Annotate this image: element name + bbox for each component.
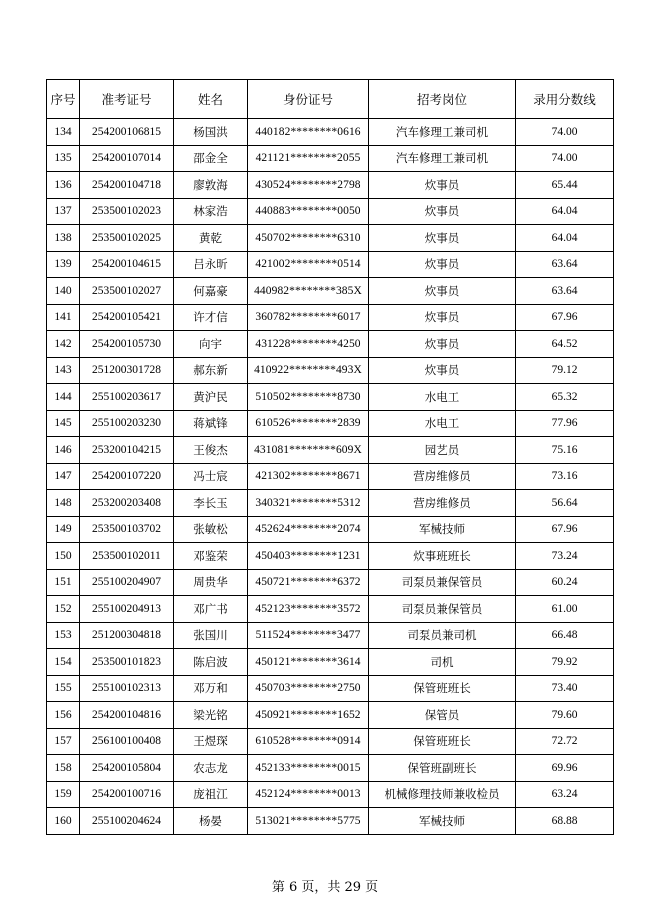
name-cell: 周贵华 <box>174 569 248 596</box>
serial-cell: 143 <box>47 357 80 384</box>
page-footer: 第 6 页，共 29 页 <box>271 880 379 895</box>
id-number-cell: 452123********3572 <box>248 596 369 623</box>
table-row <box>47 225 614 252</box>
table-row <box>47 437 614 464</box>
id-number-cell: 410922********493X <box>248 357 369 384</box>
name-cell: 蒋斌锋 <box>174 410 248 437</box>
serial-cell: 159 <box>47 781 80 808</box>
name-cell: 黄沪民 <box>174 384 248 411</box>
score-cell: 65.44 <box>516 172 614 199</box>
table-row <box>47 410 614 437</box>
serial-cell: 153 <box>47 622 80 649</box>
score-cell: 73.16 <box>516 463 614 490</box>
exam-number-cell: 253500101823 <box>80 649 174 676</box>
name-cell: 杨晏 <box>174 808 248 835</box>
name-cell: 邓鉴荣 <box>174 543 248 570</box>
table-row <box>47 331 614 358</box>
id-number-cell: 440182********0616 <box>248 119 369 146</box>
position-cell: 炊事员 <box>369 225 516 252</box>
table-row <box>47 596 614 623</box>
name-cell: 杨国洪 <box>174 119 248 146</box>
serial-cell: 144 <box>47 384 80 411</box>
table-body <box>47 119 614 835</box>
serial-cell: 138 <box>47 225 80 252</box>
exam-number-cell: 255100204913 <box>80 596 174 623</box>
position-cell: 炊事员 <box>369 278 516 305</box>
position-cell: 炊事班班长 <box>369 543 516 570</box>
score-cell: 64.04 <box>516 225 614 252</box>
exam-number-cell: 253200104215 <box>80 437 174 464</box>
name-cell: 张敏松 <box>174 516 248 543</box>
id-number-cell: 450702********6310 <box>248 225 369 252</box>
header-score-line: 录用分数线 <box>516 80 614 119</box>
serial-cell: 139 <box>47 251 80 278</box>
id-number-cell: 450921********1652 <box>248 702 369 729</box>
serial-cell: 154 <box>47 649 80 676</box>
table-row <box>47 702 614 729</box>
position-cell: 保管班副班长 <box>369 755 516 782</box>
serial-cell: 136 <box>47 172 80 199</box>
id-number-cell: 450403********1231 <box>248 543 369 570</box>
table-row <box>47 119 614 146</box>
serial-cell: 148 <box>47 490 80 517</box>
name-cell: 廖敦海 <box>174 172 248 199</box>
name-cell: 冯士宸 <box>174 463 248 490</box>
name-cell: 邓广书 <box>174 596 248 623</box>
exam-number-cell: 256100100408 <box>80 728 174 755</box>
name-cell: 邵金全 <box>174 145 248 172</box>
exam-number-cell: 253200203408 <box>80 490 174 517</box>
exam-number-cell: 255100204624 <box>80 808 174 835</box>
id-number-cell: 511524********3477 <box>248 622 369 649</box>
exam-number-cell: 254200105421 <box>80 304 174 331</box>
name-cell: 何嘉豪 <box>174 278 248 305</box>
position-cell: 司泵员兼保管员 <box>369 596 516 623</box>
header-exam-number: 准考证号 <box>80 80 174 119</box>
exam-number-cell: 254200106815 <box>80 119 174 146</box>
serial-cell: 151 <box>47 569 80 596</box>
name-cell: 张国川 <box>174 622 248 649</box>
exam-number-cell: 253500102027 <box>80 278 174 305</box>
position-cell: 汽车修理工兼司机 <box>369 119 516 146</box>
exam-number-cell: 255100102313 <box>80 675 174 702</box>
table-row <box>47 198 614 225</box>
position-cell: 炊事员 <box>369 172 516 199</box>
serial-cell: 150 <box>47 543 80 570</box>
score-cell: 67.96 <box>516 516 614 543</box>
id-number-cell: 421002********0514 <box>248 251 369 278</box>
score-cell: 79.92 <box>516 649 614 676</box>
name-cell: 邓万和 <box>174 675 248 702</box>
table-row <box>47 145 614 172</box>
score-cell: 73.24 <box>516 543 614 570</box>
id-number-cell: 450703********2750 <box>248 675 369 702</box>
exam-number-cell: 255100204907 <box>80 569 174 596</box>
table-row <box>47 808 614 835</box>
score-cell: 79.12 <box>516 357 614 384</box>
score-cell: 60.24 <box>516 569 614 596</box>
id-number-cell: 340321********5312 <box>248 490 369 517</box>
name-cell: 郝东新 <box>174 357 248 384</box>
id-number-cell: 513021********5775 <box>248 808 369 835</box>
score-cell: 56.64 <box>516 490 614 517</box>
id-number-cell: 450121********3614 <box>248 649 369 676</box>
score-cell: 63.24 <box>516 781 614 808</box>
table-row <box>47 622 614 649</box>
position-cell: 汽车修理工兼司机 <box>369 145 516 172</box>
score-cell: 63.64 <box>516 278 614 305</box>
exam-number-cell: 253500102023 <box>80 198 174 225</box>
score-cell: 72.72 <box>516 728 614 755</box>
table-row <box>47 516 614 543</box>
name-cell: 庞祖江 <box>174 781 248 808</box>
score-cell: 69.96 <box>516 755 614 782</box>
serial-cell: 155 <box>47 675 80 702</box>
exam-number-cell: 253500102011 <box>80 543 174 570</box>
name-cell: 王煜琛 <box>174 728 248 755</box>
id-number-cell: 452624********2074 <box>248 516 369 543</box>
id-number-cell: 431228********4250 <box>248 331 369 358</box>
table-row <box>47 357 614 384</box>
exam-number-cell: 254200105730 <box>80 331 174 358</box>
score-cell: 65.32 <box>516 384 614 411</box>
serial-cell: 141 <box>47 304 80 331</box>
name-cell: 向宇 <box>174 331 248 358</box>
exam-number-cell: 254200104615 <box>80 251 174 278</box>
position-cell: 炊事员 <box>369 198 516 225</box>
position-cell: 军械技师 <box>369 516 516 543</box>
position-cell: 保管班班长 <box>369 728 516 755</box>
score-cell: 75.16 <box>516 437 614 464</box>
position-cell: 炊事员 <box>369 357 516 384</box>
id-number-cell: 431081********609X <box>248 437 369 464</box>
name-cell: 林家浩 <box>174 198 248 225</box>
id-number-cell: 421121********2055 <box>248 145 369 172</box>
position-cell: 炊事员 <box>369 331 516 358</box>
table-row <box>47 543 614 570</box>
exam-number-cell: 254200105804 <box>80 755 174 782</box>
name-cell: 吕永昕 <box>174 251 248 278</box>
name-cell: 农志龙 <box>174 755 248 782</box>
position-cell: 军械技师 <box>369 808 516 835</box>
position-cell: 机械修理技师兼收检员 <box>369 781 516 808</box>
serial-cell: 149 <box>47 516 80 543</box>
name-cell: 陈启波 <box>174 649 248 676</box>
score-cell: 64.52 <box>516 331 614 358</box>
position-cell: 司泵员兼保管员 <box>369 569 516 596</box>
table-row <box>47 384 614 411</box>
id-number-cell: 430524********2798 <box>248 172 369 199</box>
serial-cell: 137 <box>47 198 80 225</box>
exam-number-cell: 254200107220 <box>80 463 174 490</box>
id-number-cell: 440982********385X <box>248 278 369 305</box>
id-number-cell: 360782********6017 <box>248 304 369 331</box>
position-cell: 炊事员 <box>369 304 516 331</box>
serial-cell: 147 <box>47 463 80 490</box>
table-row <box>47 304 614 331</box>
table-row <box>47 172 614 199</box>
table-row <box>47 490 614 517</box>
serial-cell: 142 <box>47 331 80 358</box>
table-row <box>47 728 614 755</box>
serial-cell: 146 <box>47 437 80 464</box>
exam-number-cell: 254200104816 <box>80 702 174 729</box>
id-number-cell: 421302********8671 <box>248 463 369 490</box>
serial-cell: 157 <box>47 728 80 755</box>
score-cell: 74.00 <box>516 119 614 146</box>
score-cell: 77.96 <box>516 410 614 437</box>
header-row <box>47 80 614 119</box>
serial-cell: 156 <box>47 702 80 729</box>
table-row <box>47 569 614 596</box>
score-cell: 73.40 <box>516 675 614 702</box>
id-number-cell: 610526********2839 <box>248 410 369 437</box>
roster-table <box>46 79 614 835</box>
header-id-number: 身份证号 <box>248 80 369 119</box>
serial-cell: 158 <box>47 755 80 782</box>
table-row <box>47 278 614 305</box>
name-cell: 王俊杰 <box>174 437 248 464</box>
position-cell: 营房维修员 <box>369 463 516 490</box>
name-cell: 李长玉 <box>174 490 248 517</box>
exam-number-cell: 254200100716 <box>80 781 174 808</box>
table-row <box>47 649 614 676</box>
position-cell: 司泵员兼司机 <box>369 622 516 649</box>
position-cell: 炊事员 <box>369 251 516 278</box>
id-number-cell: 450721********6372 <box>248 569 369 596</box>
score-cell: 79.60 <box>516 702 614 729</box>
header-position: 招考岗位 <box>369 80 516 119</box>
id-number-cell: 510502********8730 <box>248 384 369 411</box>
table-row <box>47 675 614 702</box>
table-row <box>47 755 614 782</box>
position-cell: 园艺员 <box>369 437 516 464</box>
table-header <box>47 80 614 119</box>
name-cell: 许才信 <box>174 304 248 331</box>
score-cell: 68.88 <box>516 808 614 835</box>
id-number-cell: 452124********0013 <box>248 781 369 808</box>
exam-number-cell: 254200104718 <box>80 172 174 199</box>
exam-number-cell: 254200107014 <box>80 145 174 172</box>
header-serial: 序号 <box>47 80 80 119</box>
serial-cell: 145 <box>47 410 80 437</box>
name-cell: 梁光铭 <box>174 702 248 729</box>
name-cell: 黄乾 <box>174 225 248 252</box>
exam-number-cell: 253500103702 <box>80 516 174 543</box>
id-number-cell: 610528********0914 <box>248 728 369 755</box>
score-cell: 66.48 <box>516 622 614 649</box>
exam-number-cell: 251200304818 <box>80 622 174 649</box>
id-number-cell: 452133********0015 <box>248 755 369 782</box>
position-cell: 水电工 <box>369 410 516 437</box>
id-number-cell: 440883********0050 <box>248 198 369 225</box>
exam-number-cell: 255100203230 <box>80 410 174 437</box>
serial-cell: 152 <box>47 596 80 623</box>
score-cell: 61.00 <box>516 596 614 623</box>
position-cell: 保管员 <box>369 702 516 729</box>
exam-number-cell: 255100203617 <box>80 384 174 411</box>
serial-cell: 135 <box>47 145 80 172</box>
serial-cell: 134 <box>47 119 80 146</box>
score-cell: 67.96 <box>516 304 614 331</box>
exam-number-cell: 253500102025 <box>80 225 174 252</box>
header-name: 姓名 <box>174 80 248 119</box>
table-row <box>47 251 614 278</box>
serial-cell: 160 <box>47 808 80 835</box>
position-cell: 营房维修员 <box>369 490 516 517</box>
position-cell: 司机 <box>369 649 516 676</box>
exam-number-cell: 251200301728 <box>80 357 174 384</box>
score-cell: 74.00 <box>516 145 614 172</box>
serial-cell: 140 <box>47 278 80 305</box>
score-cell: 63.64 <box>516 251 614 278</box>
position-cell: 保管班班长 <box>369 675 516 702</box>
table-row <box>47 463 614 490</box>
position-cell: 水电工 <box>369 384 516 411</box>
table-row <box>47 781 614 808</box>
score-cell: 64.04 <box>516 198 614 225</box>
